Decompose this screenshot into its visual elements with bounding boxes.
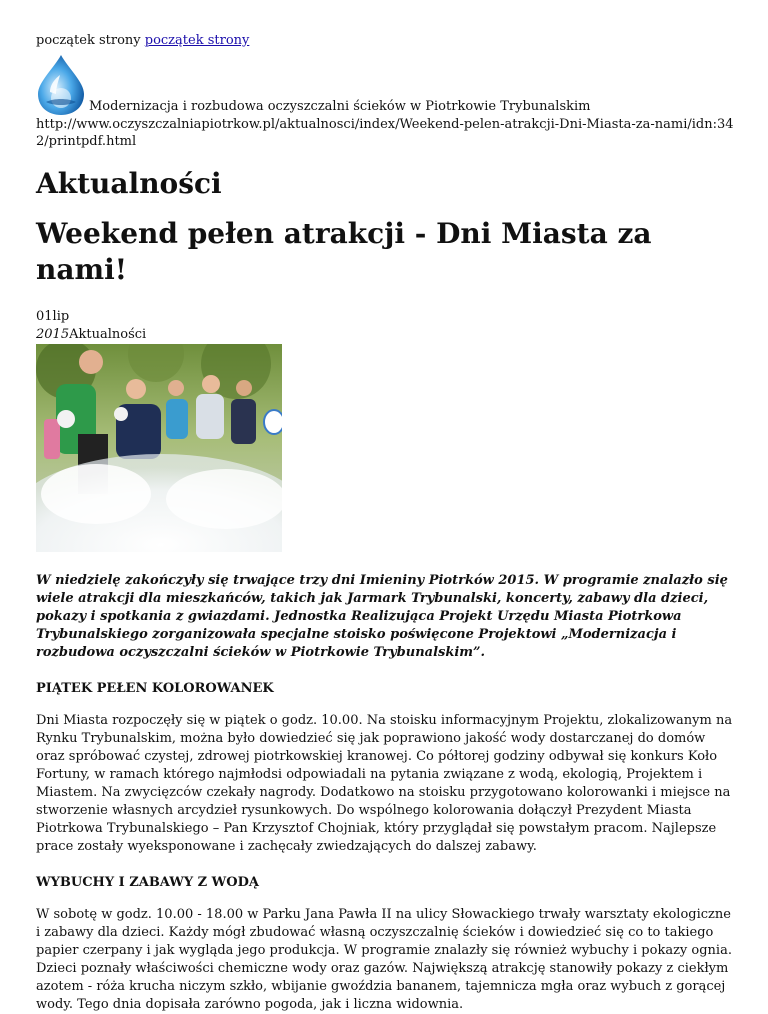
- article-title: Weekend pełen atrakcji - Dni Miasta za nami!: [36, 217, 652, 286]
- top-text: początek strony: [36, 33, 141, 48]
- water-drop-logo-icon: [36, 54, 86, 116]
- article-photo: [36, 344, 282, 552]
- top-line: [36, 32, 732, 50]
- subheading-friday: PIĄTEK PEŁEN KOLOROWANEK: [36, 681, 274, 696]
- top-link[interactable]: początek strony: [144, 33, 250, 48]
- logo-row: [36, 54, 732, 116]
- date-day-month: 01lip: [36, 309, 70, 324]
- date-category: Aktualności: [69, 327, 147, 342]
- date-year: 2015: [36, 327, 70, 342]
- article-lead: W niedzielę zakończyły się trwające trzy dni Imieniny Piotrków 2015. W programie znalazło się wiele atrakcji dla mieszkańców, takich jak Jarmark Trybunalski, koncerty, zabawy dla dzieci, pokazy i spotkania z gwiazdami. Jednostka Realizująca Projekt Urzędu Miasta Piotrkowa Trybunalskiego zorganizowała specjalne stoisko poświęcone Projektowi „Modernizacja i rozbudowa oczyszczalni ścieków w Piotrkowie Trybunalskim”.: [36, 573, 728, 660]
- article-date: [36, 308, 732, 344]
- paragraph-saturday: W sobotę w godz. 10.00 - 18.00 w Parku Jana Pawła II na ulicy Słowackiego trwały warsztaty ekologiczne i zabawy dla dzieci. Każdy mógł zbudować własną oczyszczalnię ścieków i dowiedzieć się co to takiego papier czerpany i jak wygląda jego produkcja. W programie znalazły się również wybuchy i pokazy ognia. Dzieci poznały właściwości chemiczne wody oraz gazów. Największą atrakcję stanowiły pokazy z ciekłym azotem - róża krucha niczym szkło, wbijanie gwoździa bananem, tajemnicza mgła oraz wybuch z gorącej wody. Tego dnia dopisała zarówno pogoda, jak i liczna widownia.: [36, 907, 732, 1012]
- subheading-saturday: WYBUCHY I ZABAWY Z WODĄ: [36, 875, 259, 890]
- paragraph-friday: Dni Miasta rozpoczęły się w piątek o godz. 10.00. Na stoisku informacyjnym Projektu, zlokalizowanym na Rynku Trybunalskim, można było dowiedzieć się jak poprawiono jakość wody dostarczanej do domów oraz spróbować czystej, zdrowej piotrkowskiej kranowej. Co półtorej godziny odbywał się konkurs Koło Fortuny, w ramach którego najmłodsi odpowiadali na pytania związane z wodą, ekologią, Projektem i Miastem. Na zwycięzców czekały nagrody. Dodatkowo na stoisku przygotowano kolorowanki i miejsce na stworzenie własnych arcydzieł rysunkowych. Do wspólnego kolorowania dołączył Prezydent Miasta Piotrkowa Trybunalskiego – Pan Krzysztof Chojniak, który przyglądał się powstałym pracom. Najlepsze prace zostały wyeksponowane i zachęcały zwiedzających do dalszej zabawy.: [36, 713, 733, 854]
- page-url: http://www.oczyszczalniapiotrkow.pl/aktualnosci/index/Weekend-pelen-atrakcji-Dni-Miasta-za-nami/idn:342/printpdf.html: [36, 117, 734, 149]
- photo-illustration: [36, 344, 282, 552]
- site-title: Modernizacja i rozbudowa oczyszczalni ścieków w Piotrkowie Trybunalskim: [89, 99, 591, 114]
- section-heading: Aktualności: [36, 167, 222, 200]
